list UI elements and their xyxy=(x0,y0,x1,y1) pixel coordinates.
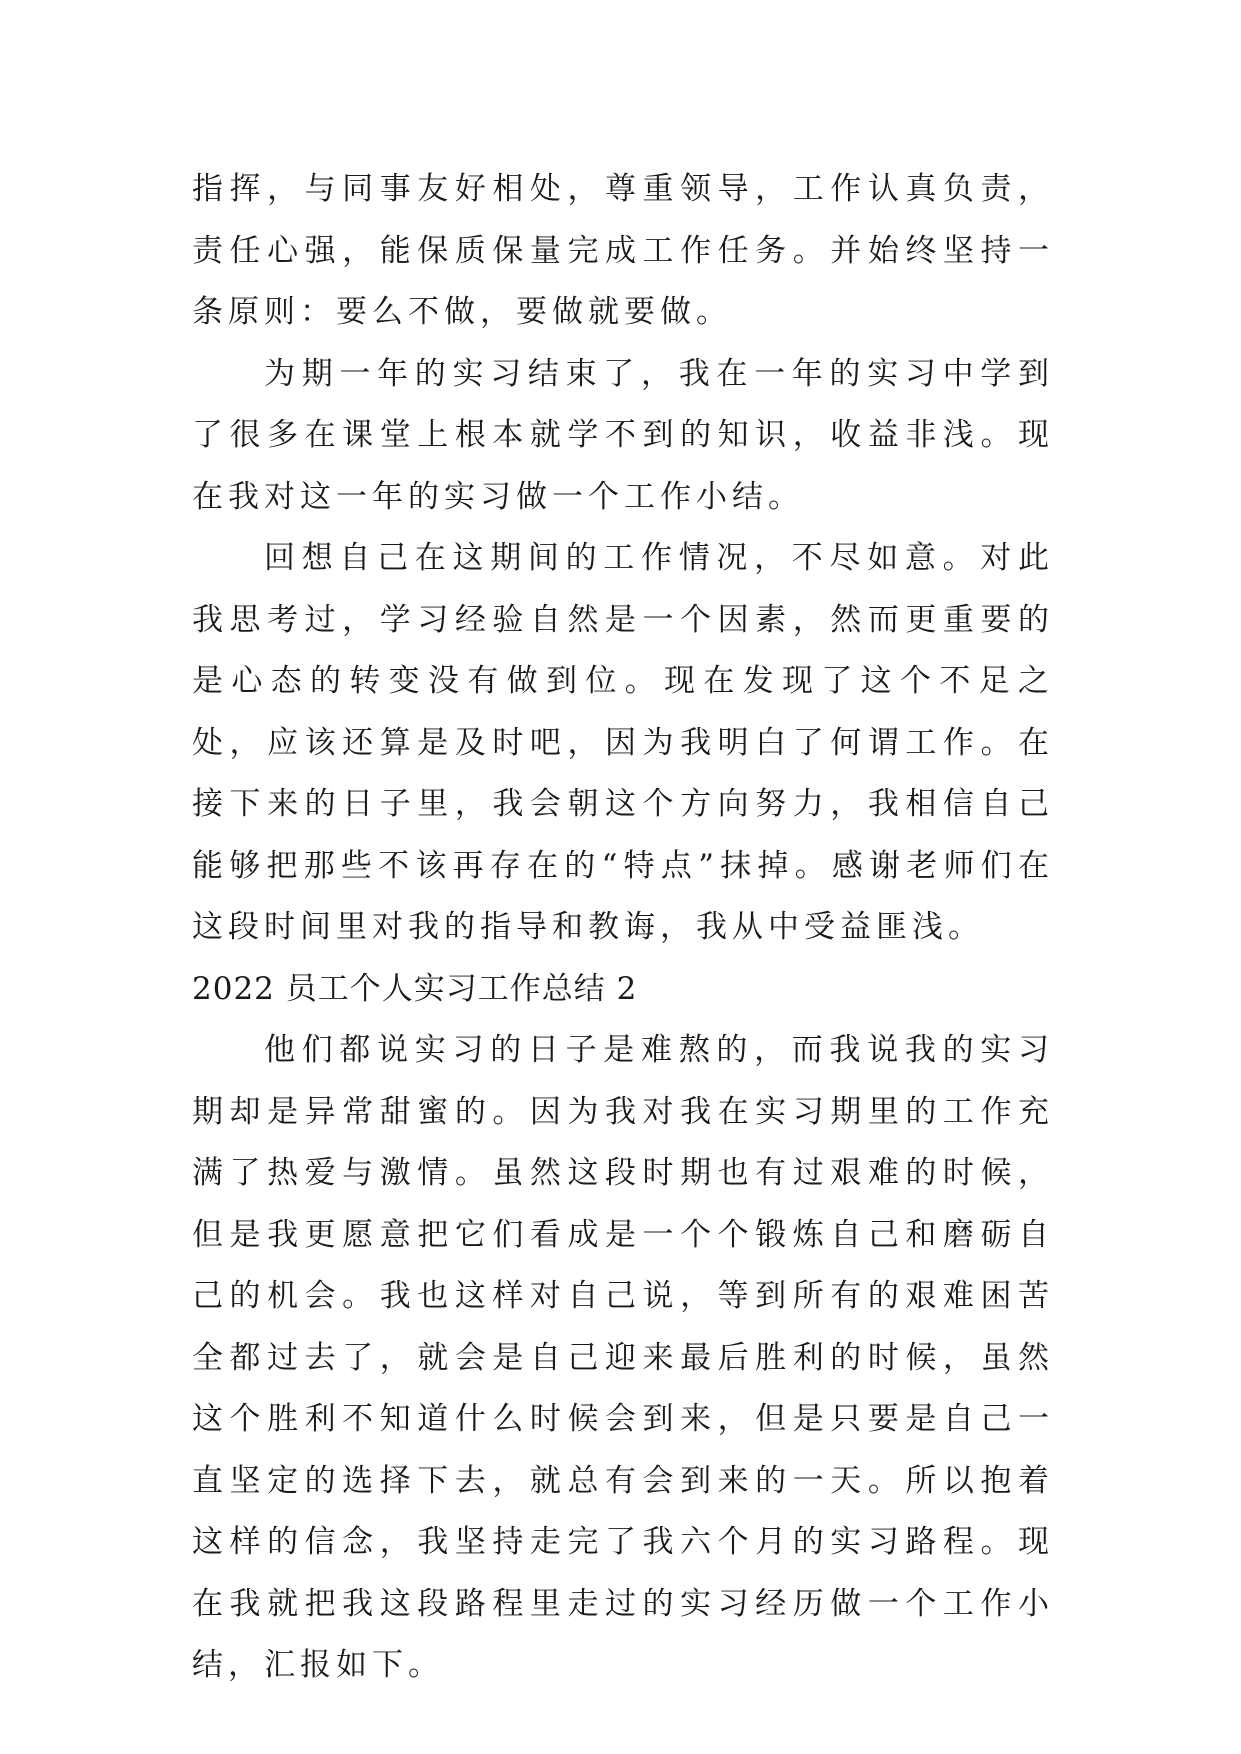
paragraph-internship-end: 为期一年的实习结束了，我在一年的实习中学到了很多在课堂上根本就学不到的知识，收益非浅。现在我对这一年的实习做一个工作小结。 xyxy=(192,355,1054,515)
document-body xyxy=(192,159,1054,1697)
paragraph-summary-intro: 他们都说实习的日子是难熬的，而我说我的实习期却是异常甜蜜的。因为我对我在实习期里的工作充满了热爱与激情。虽然这段时期也有过艰难的时候，但是我更愿意把它们看成是一个个锻炼自己和磨砺自己的机会。我也这样对自己说，等到所有的艰难困苦全都过去了，就会是自己迎来最后胜利的时候，虽然这个胜利不知道什么时候会到来，但是只要是自己一直坚定的选择下去，就总有会到来的一天。所以抱着这样的信念，我坚持走完了我六个月的实习路程。现在我就把我这段路程里走过的实习经历做一个工作小结，汇报如下。 xyxy=(192,1032,1054,1683)
paragraph-reflection: 回想自己在这期间的工作情况，不尽如意。对此我思考过，学习经验自然是一个因素，然而更重要的是心态的转变没有做到位。现在发现了这个不足之处，应该还算是及时吧，因为我明白了何谓工作。在接下来的日子里，我会朝这个方向努力，我相信自己能够把那些不该再存在的“特点”抹掉。感谢老师们在这段时间里对我的指导和教诲，我从中受益匪浅。 xyxy=(192,540,1054,945)
section-heading: 2022 员工个人实习工作总结 2 xyxy=(192,970,638,1007)
paragraph-continuation: 指挥，与同事友好相处，尊重领导，工作认真负责，责任心强，能保质保量完成工作任务。并始终坚持一条原则：要么不做，要做就要做。 xyxy=(192,171,1054,330)
